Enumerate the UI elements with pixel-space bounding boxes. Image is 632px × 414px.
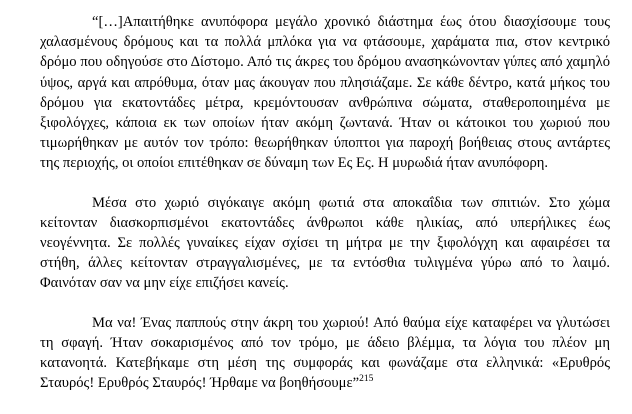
paragraph-2 [40,193,610,294]
paragraph-2-text: Μέσα στο χωριό σιγόκαιγε ακόμη φωτιά στα αποκαΐδια των σπιτιών. Στο χώμα κείτονταν διασκορπισμένοι εκατοντάδες άνθρωποι κάθε ηλικίας, από υπερήλικες έως νεογέννητα. Σε πολλές γυναίκες είχαν σχίσει τη μήτρα με την ξιφολόγχη και αφαιρέσει τα στήθη, άλλες κείτονταν στραγγαλισμένες, με τα εντόσθια τυλιγμένα γύρω από το λαιμό. Φαινόταν σαν να μην είχε επιζήσει κανείς. [40,194,610,292]
document-page [40,12,610,393]
paragraph-3-text: Μα να! Ένας παππούς στην άκρη του χωριού! Από θαύμα είχε καταφέρει να γλυτώσει τη σφαγή. Ήταν σοκαρισμένος από τον τρόμο, με άδειο βλέμμα, τα λόγια του πλέον μη κατανοητά. Κατεβήκαμε στη μέση της συμφοράς και φωνάζαμε στα ελληνικά: «Ερυθρός Σταυρός! Ερυθρός Σταυρός! Ήρθαμε να βοηθήσουμε” [40,314,610,392]
footnote-marker[interactable]: 215 [359,374,374,385]
paragraph-1 [40,12,610,174]
paragraph-3 [40,313,610,394]
paragraph-1-text: “[…]Απαιτήθηκε ανυπόφορα μεγάλο χρονικό διάστημα έως ότου διασχίσουμε τους χαλασμένους δρόμους και τα πολλά μπλόκα για να φτάσουμε, χαράματα πια, στον κεντρικό δρόμο που οδηγούσε στο Δίστομο. Από τις άκρες του δρόμου ανασηκώνονταν γύπες από χαμηλό ύψος, αργά και απρόθυμα, όταν μας άκουγαν που πλησιάζαμε. Σε κάθε δέντρο, κατά μήκος του δρόμου για εκατοντάδες μέτρα, κρεμόντουσαν ανθρώπινα σώματα, σταθεροποιημένα με ξιφολόγχες, κάποια εκ των οποίων ήταν ακόμη ζωντανά. Ήταν οι κάτοικοι του χωριού που τιμωρήθηκαν με αυτόν τον τρόπο: θεωρήθηκαν ύποπτοι για παροχή βοήθειας στους αντάρτες της περιοχής, οι οποίοι επιτέθηκαν σε δύναμη των Ες Ες. Η μυρωδιά ήταν ανυπόφορη. [40,14,610,172]
